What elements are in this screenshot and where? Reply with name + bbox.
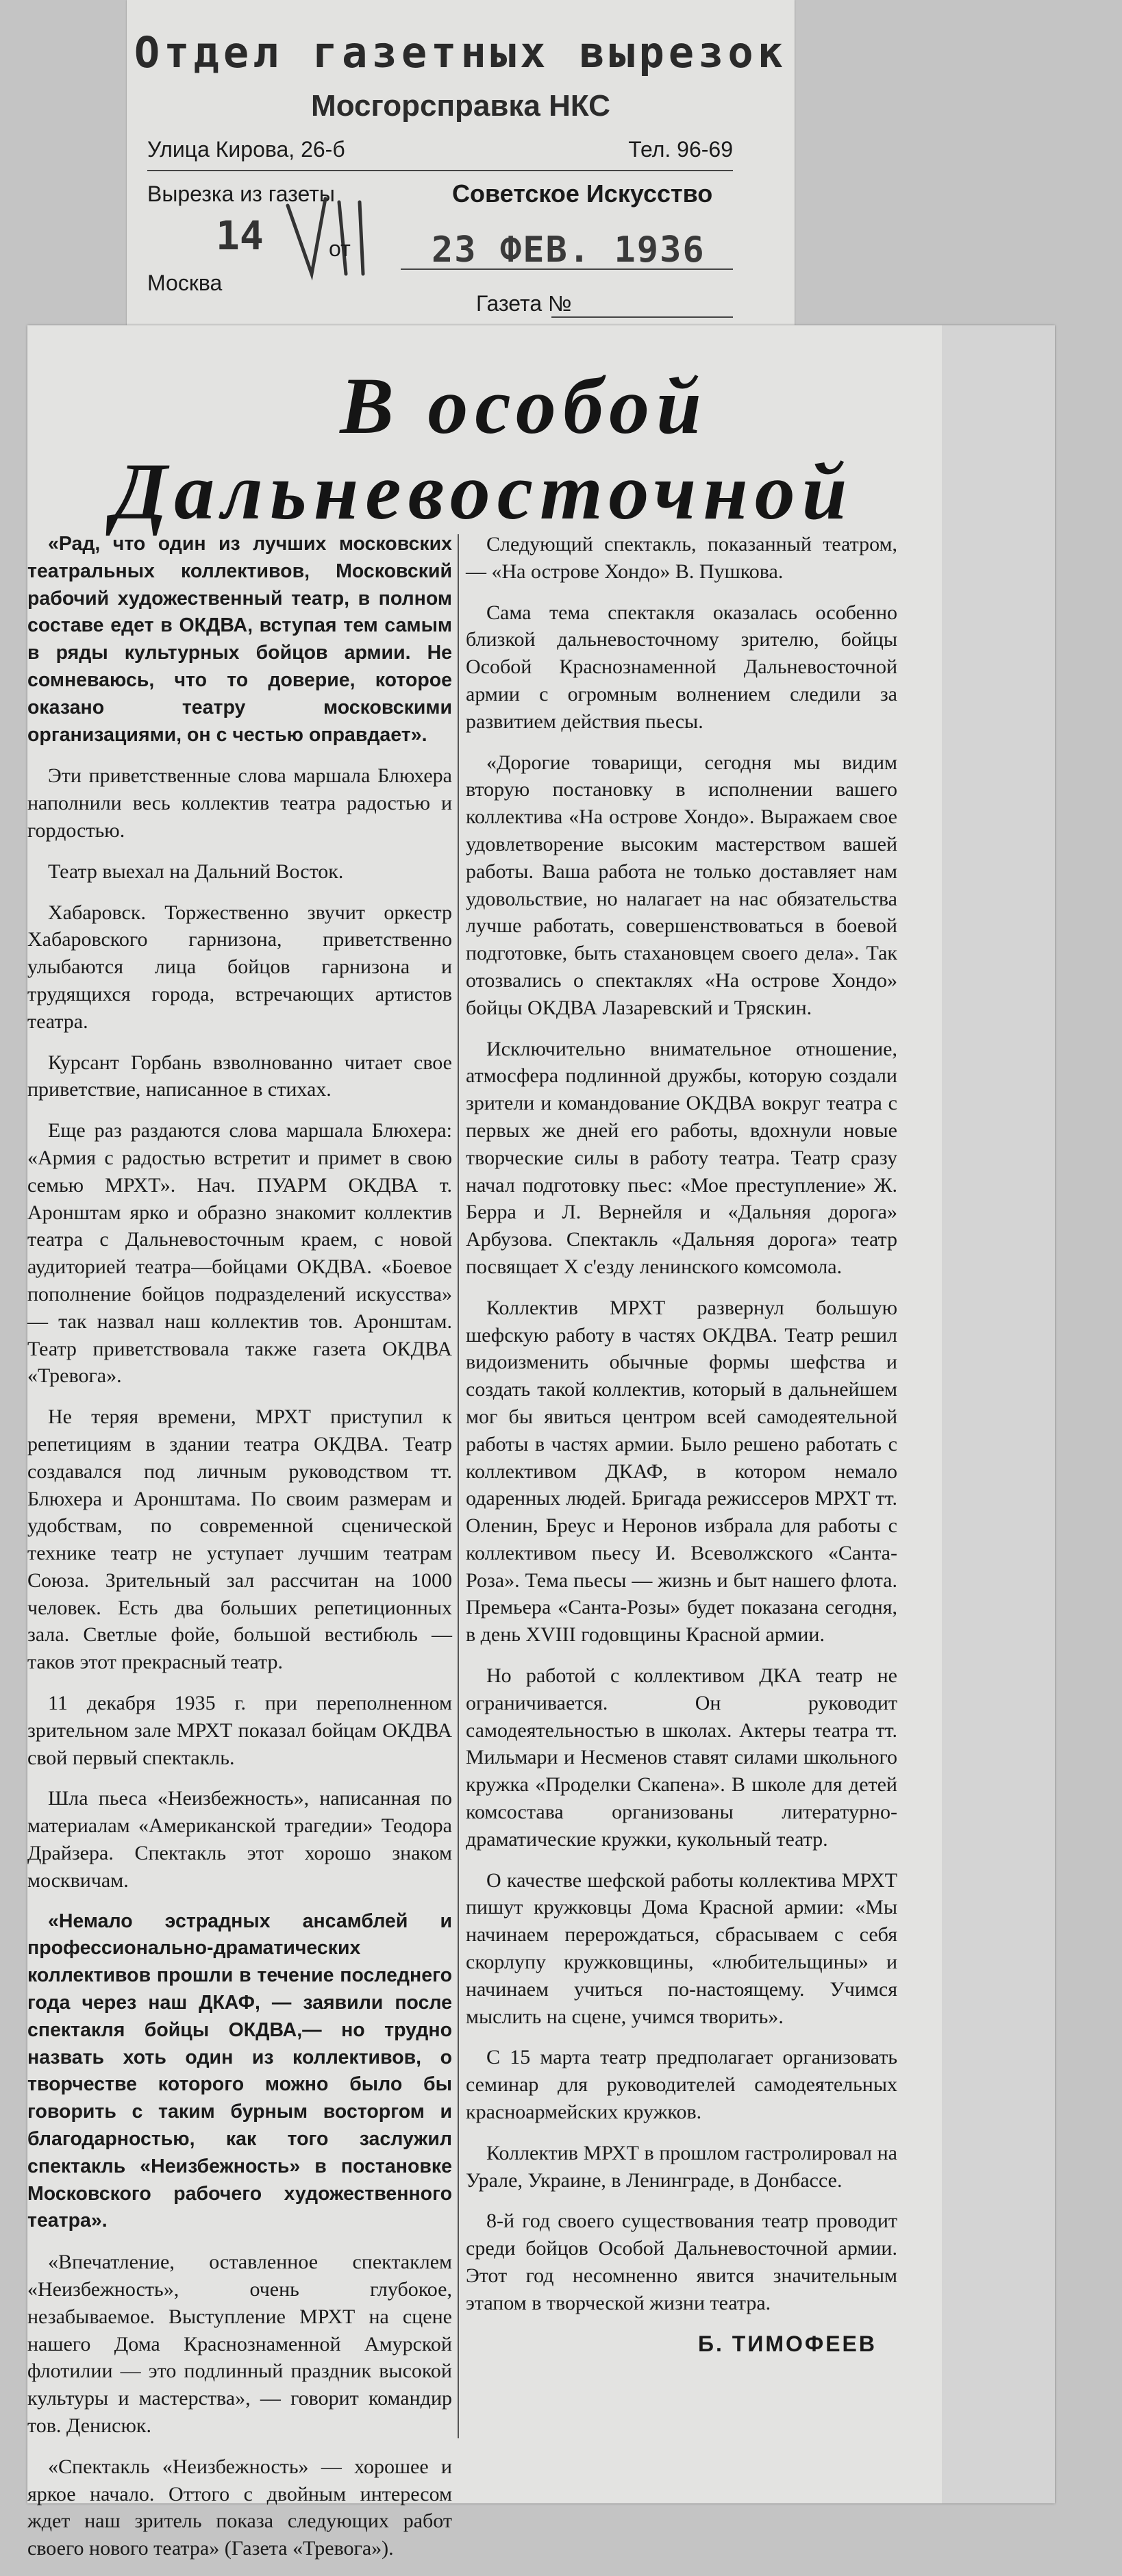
article-paragraph: 11 декабря 1935 г. при переполненном зрительном зале МРХТ показал бойцам ОКДВА свой первый спектакль. (27, 1692, 452, 1769)
article-paragraph: Но работой с коллективом ДКА театр не ограничивается. Он руководит самодеятельностью в школах. Актеры театра тт. Мильмари и Несменов ставят силами школьного кружка «Проделки Скапена». В школе для детей комсостава организованы литературно-драматические кружки, кукольный театр. (466, 1664, 897, 1851)
issue-underline (551, 316, 733, 318)
article-paragraph: Не теряя времени, МРХТ приступил к репетициям в здании театра ОКДВА. Театр создавался под личным руководством тт. Блюхера и Аронштама. По своим размерам и удобствам, по современной сценической технике театр не уступает лучшим театрам Союза. Зрительный зал рассчитан на 1000 человек. Есть два больших репетиционных зала. Светлые фойе, большой вестибюль — таков этот прекрасный театр. (27, 1405, 452, 1674)
article-paragraph: Сама тема спектакля оказалась особенно близкой дальневосточному зрителю, бойцы Особой Краснознаменной Дальневосточной армии с огромным волнением следили за развитием действия пьесы. (466, 601, 897, 733)
article-paragraph: «Рад, что один из лучших московских театральных коллективов, Московский рабочий художественный театр, в полном составе едет в ОКДВА, вступая тем самым в ряды культурных бойцов армии. Не сомневаюсь, что то доверие, которое оказано театру московскими организациями, он с честью оправдает». (27, 533, 452, 746)
article-paragraph: Театр выехал на Дальний Восток. (48, 860, 344, 883)
article-column-left (27, 531, 452, 2576)
city-label: Москва (147, 271, 223, 295)
column-divider (458, 534, 459, 2438)
article-paragraph: Еще раз раздаются слова маршала Блюхера: «Армия с радостью встретит и примет в свою семью МРХТ». Нач. ПУАРМ ОКДВА т. Аронштам ярко и образно знакомит коллектив театра с Дальневосточным краем, с новой аудиторией театра—бойцами ОКДВА. «Боевое пополнение бойцов подразделений искусства» — так назвал наш коллектив тов. Аронштам. Театр приветствовала также газета ОКДВА «Тревога». (27, 1119, 452, 1388)
from-label: от (329, 236, 351, 261)
article-paragraph: 8-й год своего существования театр проводит среди бойцов Особой Дальневосточной армии. Этот год несомненно явится значительным этапом в творческой жизни театра. (466, 2210, 897, 2314)
article-column-right (466, 531, 897, 2358)
clip-date: 23 ФЕВ. 1936 (432, 229, 706, 271)
issue-label: Газета № (476, 291, 572, 316)
paper-edge-strip (942, 325, 1055, 2503)
article-paragraph: Коллектив МРХТ развернул большую шефскую работу в частях ОКДВА. Театр решил видоизменить обычные формы шефства и создать такой коллектив, который в дальнейшем мог бы явиться центром всей самодеятельной работы в частях армии. Было решено работать с коллективом ДКАФ, в котором немало одаренных людей. Бригада режиссеров МРХТ тт. Оленин, Бреус и Неронов избрала для работы с коллективом пьесу И. Всеволжского «Санта-Роза». Тема пьесы — жизнь и быт нашего флота. Премьера «Санта-Розы» будет показана сегодня, в день XVIII годовщины Красной армии. (466, 1296, 897, 1647)
article-paragraph: Шла пьеса «Неизбежность», написанная по материалам «Американской трагедии» Теодора Драйзера. Спектакль этот хорошо знаком москвичам. (27, 1787, 452, 1892)
bureau-phone: Тел. 96-69 (628, 137, 733, 162)
clip-day: 14 (216, 212, 264, 259)
article-paragraph: Курсант Горбань взволнованно читает свое приветствие, написанное в стихах. (27, 1051, 452, 1101)
article-paragraph: С 15 марта театр предполагает организовать семинар для руководителей самодеятельных красноармейских кружков. (466, 2046, 897, 2124)
headline-line-2: Дальневосточной (112, 447, 854, 536)
article-paragraph: Хабаровск. Торжественно звучит оркестр Хабаровского гарнизона, приветственно улыбаются лица бойцов гарнизона и трудящихся города, встречающих артистов театра. (27, 901, 452, 1033)
divider (147, 170, 733, 171)
handwritten-mark-icon (274, 178, 390, 281)
clipping-slip-header (127, 0, 795, 342)
clip-label: Вырезка из газеты (147, 182, 335, 206)
bureau-title: Отдел газетных вырезок (134, 27, 788, 77)
article-paragraph: «Впечатление, оставленное спектаклем «Неизбежность», очень глубокое, незабываемое. Выступление МРХТ на сцене нашего Дома Краснознаменной Амурской флотилии — это подлинный праздник высокой культуры и мастерства», — говорит командир тов. Денисюк. (27, 2251, 452, 2437)
bureau-address: Улица Кирова, 26-б (147, 137, 345, 162)
newspaper-name: Советское Искусство (452, 179, 713, 208)
headline-line-1: В особой (340, 361, 708, 451)
article-paragraph: «Спектакль «Неизбежность» — хорошее и яркое начало. Оттого с двойным интересом ждет наш зритель показа следующих работ своего нового театра» (Газета «Тревога»). (27, 2455, 452, 2560)
article-paragraph: Следующий спектакль, показанный театром, — «На острове Хондо» В. Пушкова. (466, 533, 897, 583)
article-paragraph: Эти приветственные слова маршала Блюхера наполнили весь коллектив театра радостью и гордостью. (27, 764, 452, 842)
author-signature: Б. ТИМОФЕЕВ (698, 2331, 877, 2356)
bureau-organization: Мосгорсправка НКС (311, 89, 610, 123)
article-paragraph: О качестве шефской работы коллектива МРХТ пишут кружковцы Дома Красной армии: «Мы начинаем перерождаться, сбрасываем с себя скорлупу кружковщины, «любительщины» и начинаем учиться по-настоящему. Учимся мыслить на сцене, учимся творить». (466, 1868, 897, 2028)
article-paragraph: Исключительно внимательное отношение, атмосфера подлинной дружбы, которую создали зрители и командование ОКДВА вокруг театра с первых же дней его работы, вдохнули новые творческие силы в работу театра. Театр сразу начал подготовку пьес: «Мое преступление» Ж. Берра и Л. Вернейля и «Дальняя дорога» Арбузова. Спектакль «Дальняя дорога» театр посвящает X с'езду ленинского комсомола. (466, 1037, 897, 1278)
article-paragraph: «Дорогие товарищи, сегодня мы видим вторую постановку в исполнении вашего коллектива «На острове Хондо». Выражаем свое удовлетворение высоким мастерством вашей работы. Ваша работа не только доставляет нам удовольствие, но налагает на нас обязательства лучше работать, совершенствоваться в боевой подготовке, быть стахановцем своего дела». Так отозвались о спектаклях «На острове Хондо» бойцы ОКДВА Лазаревский и Тряскин. (466, 751, 897, 1019)
article-paragraph: «Немало эстрадных ансамблей и профессионально-драматических коллективов прошли в течение последнего года через наш ДКАФ, — заявили после спектакля бойцы ОКДВА,— но трудно назвать хоть один из коллективов, о творчестве которого можно было бы говорить с таким бурным восторгом и благодарностью, как того заслужил спектакль «Неизбежность» в постановке Московского рабочего художественного театра». (27, 1910, 452, 2232)
newspaper-clipping (27, 325, 1055, 2560)
date-underline (401, 268, 733, 270)
article-paragraph: Коллектив МРХТ в прошлом гастролировал на Урале, Украине, в Ленинграде, в Донбассе. (466, 2141, 897, 2192)
